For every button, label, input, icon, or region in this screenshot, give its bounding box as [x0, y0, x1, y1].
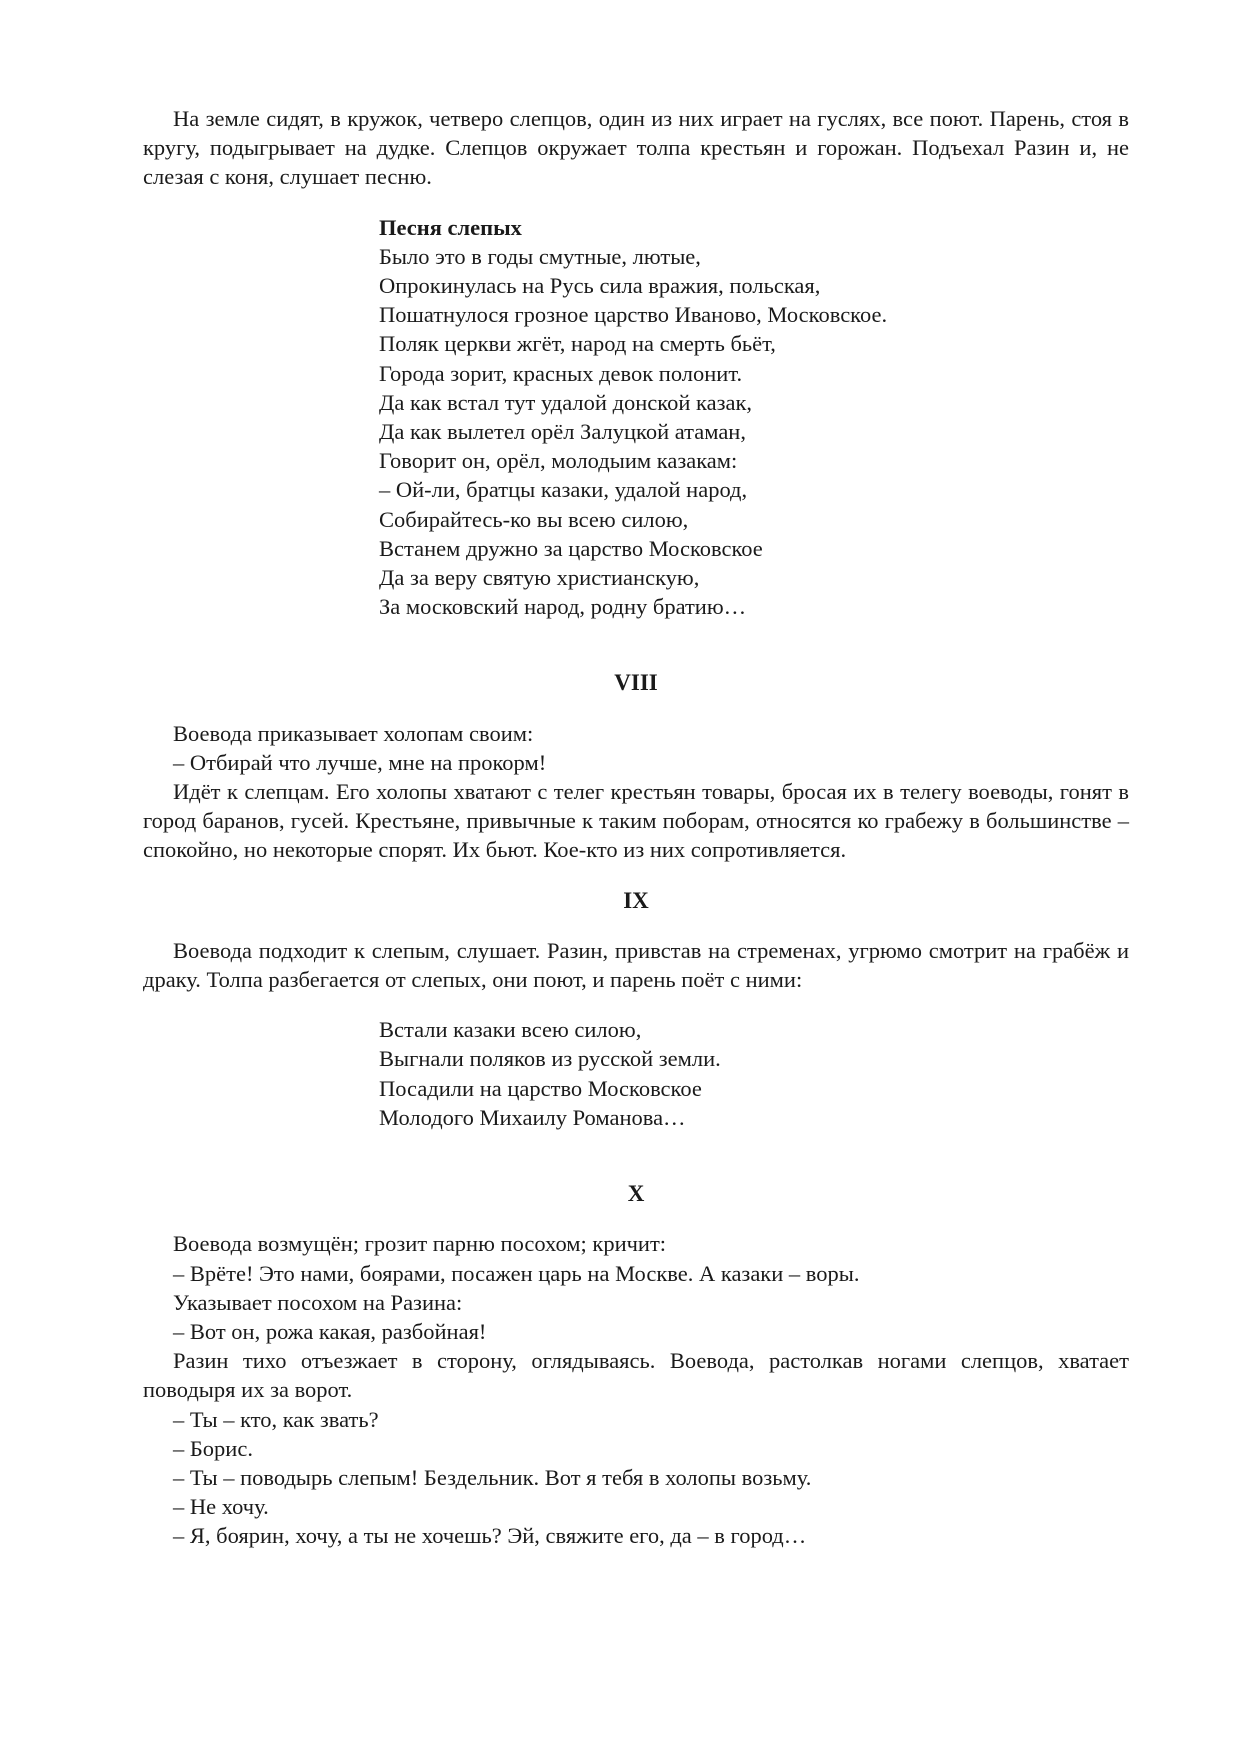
intro-paragraph: На земле сидят, в кружок, четверо слепцов, один из них играет на гуслях, все поют. Парень, стоя в кругу, подыгрывает на дудке. Слепцов окружает толпа крестьян и горожан. Подъехал Разин и, не слезая с коня, слушает песню.	[143, 106, 1129, 190]
narration-paragraph: Идёт к слепцам. Его холопы хватают с телег крестьян товары, бросая их в телегу воеводы, гонят в город баранов, гусей. Крестьяне, привычные к таким поборам, относятся ко грабежу в большинстве – спокойно, но некоторые спорят. Их бьют. Кое-кто из них сопротивляется.	[143, 779, 1129, 863]
verse-line: Было это в годы смутные, лютые,	[379, 243, 701, 269]
verse-line: Молодого Михаилу Романова…	[379, 1104, 686, 1130]
verse-line: Опрокинулась на Русь сила вражия, польская,	[379, 273, 821, 299]
verse-line: – Ой-ли, братцы казаки, удалой народ,	[379, 477, 748, 503]
verse-line: Пошатнулося грозное царство Иваново, Московское.	[379, 302, 888, 328]
verse-line: Да как вылетел орёл Залуцкой атаман,	[379, 419, 746, 445]
verse-line: Выгнали поляков из русской земли.	[379, 1046, 721, 1072]
verse-line: Говорит он, орёл, молодыим казакам:	[379, 448, 738, 474]
verse-line: Встанем дружно за царство Московское	[379, 535, 763, 561]
song-title: Песня слепых	[379, 214, 522, 240]
narration-line: Воевода возмущён; грозит парню посохом; кричит:	[173, 1231, 667, 1257]
verse-line: Города зорит, красных девок полонит.	[379, 360, 743, 386]
dialogue-line: – Вот он, рожа какая, разбойная!	[173, 1318, 487, 1344]
section-heading-ix: IX	[623, 887, 649, 913]
song-cossacks-verse	[379, 1015, 1129, 1132]
narration-paragraph: Воевода подходит к слепым, слушает. Разин, привстав на стременах, угрюмо смотрит на грабёж и драку. Толпа разбегается от слепых, они поют, и парень поёт с ними:	[143, 937, 1129, 993]
document-page	[143, 104, 1129, 1551]
dialogue-line: – Не хочу.	[173, 1494, 269, 1520]
section-heading-viii: VIII	[614, 670, 658, 696]
dialogue-line: – Борис.	[173, 1435, 253, 1461]
verse-line: Встали казаки всею силою,	[379, 1017, 642, 1043]
song-blind-verse	[379, 213, 1129, 622]
verse-line: Поляк церкви жгёт, народ на смерть бьёт,	[379, 331, 776, 357]
narration-line: Указывает посохом на Разина:	[173, 1289, 463, 1315]
dialogue-line: – Я, боярин, хочу, а ты не хочешь? Эй, свяжите его, да – в город…	[173, 1523, 807, 1549]
section-heading-x: X	[627, 1181, 645, 1207]
verse-line: Посадили на царство Московское	[379, 1075, 702, 1101]
narration-line: Воевода приказывает холопам своим:	[173, 720, 534, 746]
narration-paragraph: Разин тихо отъезжает в сторону, оглядываясь. Воевода, растолкав ногами слепцов, хватает поводыря их за ворот.	[143, 1348, 1129, 1403]
verse-line: За московский народ, родну братию…	[379, 594, 747, 620]
verse-line: Собирайтесь-ко вы всею силою,	[379, 506, 689, 532]
verse-line: Да за веру святую христианскую,	[379, 565, 700, 591]
dialogue-line: – Ты – поводырь слепым! Бездельник. Вот я тебя в холопы возьму.	[173, 1464, 812, 1490]
section-x-body	[143, 1229, 1129, 1550]
verse-line: Да как встал тут удалой донской казак,	[379, 389, 753, 415]
section-viii-body	[143, 719, 1129, 865]
dialogue-line: – Отбирай что лучше, мне на прокорм!	[173, 749, 547, 775]
dialogue-line: – Врёте! Это нами, боярами, посажен царь на Москве. А казаки – воры.	[173, 1260, 860, 1286]
dialogue-line: – Ты – кто, как звать?	[173, 1406, 379, 1432]
